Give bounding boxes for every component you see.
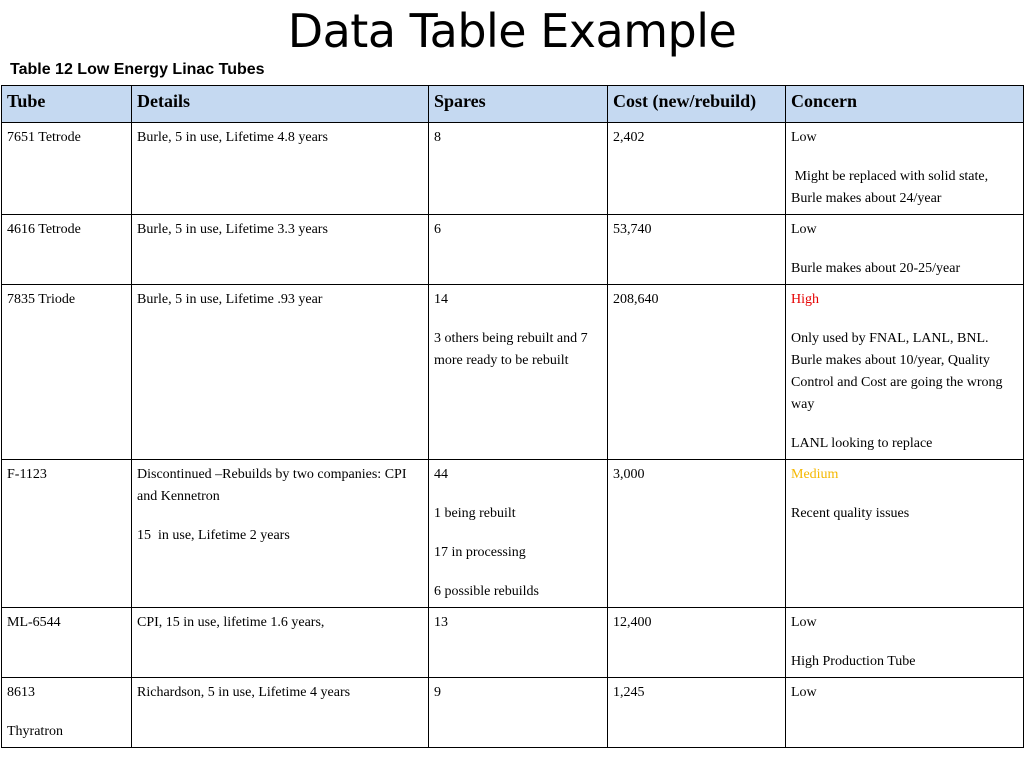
spares-count: 9 bbox=[434, 685, 441, 700]
cell-cost bbox=[608, 123, 786, 215]
cell-tube bbox=[2, 123, 132, 215]
cost-value: 3,000 bbox=[613, 467, 645, 482]
cell-tube bbox=[2, 678, 132, 748]
concern-note: Might be replaced with solid state, Burle makes about 24/year bbox=[791, 169, 992, 206]
spares-count: 6 bbox=[434, 222, 441, 237]
cost-value: 1,245 bbox=[613, 685, 645, 700]
tube-table bbox=[1, 85, 1024, 748]
cell-tube bbox=[2, 608, 132, 678]
spares-note: 3 others being rebuilt and 7 more ready to be rebuilt bbox=[434, 331, 588, 368]
tube-name: 7651 Tetrode bbox=[7, 130, 81, 145]
details-text: Burle, 5 in use, Lifetime 3.3 years bbox=[137, 222, 328, 237]
table-row bbox=[2, 123, 1024, 215]
tube-name: 4616 Tetrode bbox=[7, 222, 81, 237]
cell-cost bbox=[608, 608, 786, 678]
cell-details bbox=[132, 678, 429, 748]
header-cost: Cost (new/rebuild) bbox=[608, 86, 786, 123]
details-text: Burle, 5 in use, Lifetime .93 year bbox=[137, 292, 323, 307]
table-row bbox=[2, 215, 1024, 285]
details-text: Richardson, 5 in use, Lifetime 4 years bbox=[137, 685, 351, 700]
cell-concern bbox=[786, 215, 1024, 285]
spares-count: 44 bbox=[434, 467, 448, 482]
table-header-row bbox=[2, 86, 1024, 123]
cell-tube bbox=[2, 460, 132, 608]
cell-spares bbox=[429, 608, 608, 678]
cell-spares bbox=[429, 215, 608, 285]
details-text: 15 in use, Lifetime 2 years bbox=[137, 528, 290, 543]
cell-cost bbox=[608, 678, 786, 748]
details-text: Discontinued –Rebuilds by two companies: CPI and Kennetron bbox=[137, 467, 407, 504]
concern-note: Burle makes about 20-25/year bbox=[791, 261, 961, 276]
concern-level: Low bbox=[791, 222, 817, 237]
cost-value: 2,402 bbox=[613, 130, 645, 145]
cost-value: 12,400 bbox=[613, 615, 652, 630]
concern-level: Low bbox=[791, 130, 817, 145]
cell-tube bbox=[2, 285, 132, 460]
header-tube: Tube bbox=[2, 86, 132, 123]
cost-value: 208,640 bbox=[613, 292, 659, 307]
cell-details bbox=[132, 285, 429, 460]
cell-concern bbox=[786, 123, 1024, 215]
spares-count: 13 bbox=[434, 615, 448, 630]
tube-name: ML-6544 bbox=[7, 615, 61, 630]
tube-name: F-1123 bbox=[7, 467, 47, 482]
cell-cost bbox=[608, 285, 786, 460]
table-row bbox=[2, 678, 1024, 748]
spares-note: 1 being rebuilt bbox=[434, 506, 516, 521]
concern-note: High Production Tube bbox=[791, 654, 916, 669]
header-spares: Spares bbox=[429, 86, 608, 123]
spares-note: 6 possible rebuilds bbox=[434, 584, 539, 599]
spares-count: 8 bbox=[434, 130, 441, 145]
header-concern: Concern bbox=[786, 86, 1024, 123]
concern-note: Only used by FNAL, LANL, BNL. Burle makes about 10/year, Quality Control and Cost are going the wrong way bbox=[791, 331, 1003, 412]
cell-details bbox=[132, 460, 429, 608]
concern-level: Low bbox=[791, 685, 817, 700]
cell-tube bbox=[2, 215, 132, 285]
header-details: Details bbox=[132, 86, 429, 123]
cell-concern bbox=[786, 608, 1024, 678]
cell-concern bbox=[786, 678, 1024, 748]
concern-level: High bbox=[791, 292, 819, 307]
concern-note: Recent quality issues bbox=[791, 506, 910, 521]
concern-level: Medium bbox=[791, 467, 839, 482]
cell-spares bbox=[429, 460, 608, 608]
details-text: CPI, 15 in use, lifetime 1.6 years, bbox=[137, 615, 325, 630]
cell-details bbox=[132, 608, 429, 678]
details-text: Burle, 5 in use, Lifetime 4.8 years bbox=[137, 130, 328, 145]
table-row bbox=[2, 285, 1024, 460]
cell-cost bbox=[608, 460, 786, 608]
table-row bbox=[2, 460, 1024, 608]
tube-name: 7835 Triode bbox=[7, 292, 76, 307]
tube-name: Thyratron bbox=[7, 724, 63, 739]
table-row bbox=[2, 608, 1024, 678]
cell-spares bbox=[429, 123, 608, 215]
spares-note: 17 in processing bbox=[434, 545, 526, 560]
spares-count: 14 bbox=[434, 292, 448, 307]
cell-spares bbox=[429, 285, 608, 460]
table-caption: Table 12 Low Energy Linac Tubes bbox=[10, 61, 265, 78]
slide-title: Data Table Example bbox=[287, 4, 737, 58]
cost-value: 53,740 bbox=[613, 222, 652, 237]
cell-concern bbox=[786, 285, 1024, 460]
cell-concern bbox=[786, 460, 1024, 608]
cell-spares bbox=[429, 678, 608, 748]
tube-name: 8613 bbox=[7, 685, 35, 700]
cell-details bbox=[132, 123, 429, 215]
cell-details bbox=[132, 215, 429, 285]
concern-note: LANL looking to replace bbox=[791, 436, 933, 451]
cell-cost bbox=[608, 215, 786, 285]
concern-level: Low bbox=[791, 615, 817, 630]
